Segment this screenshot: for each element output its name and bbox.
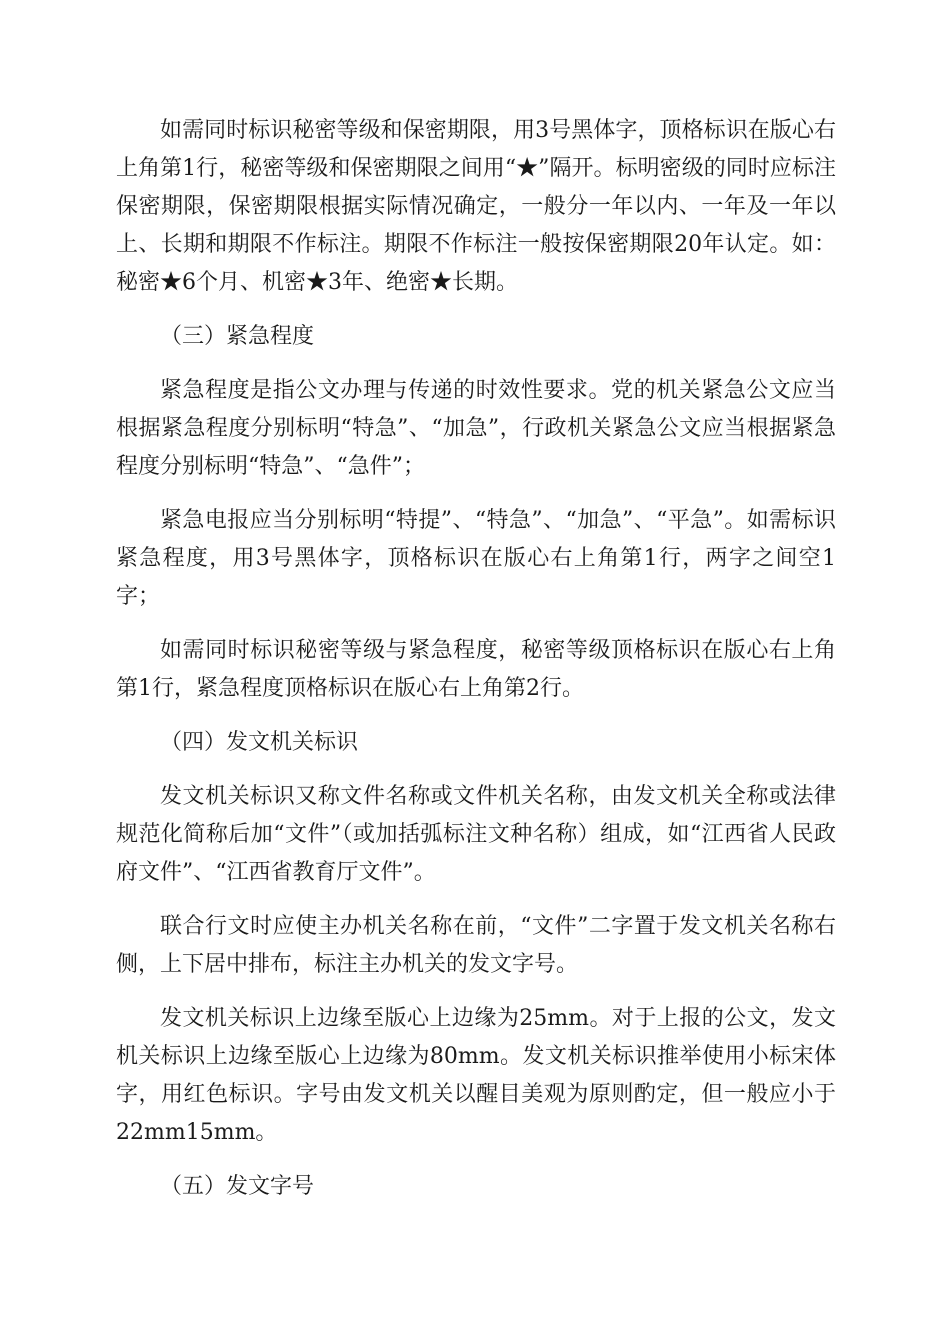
paragraph-joint-issuance: 联合行文时应使主办机关名称在前，“文件”二字置于发文机关名称右侧，上下居中排布，标注主办机关的发文字号。 <box>116 914 836 977</box>
paragraph-secret-level-and-period: 如需同时标识秘密等级和保密期限，用3号黑体字，顶格标识在版心右上角第1行，秘密等级和保密期限之间用“★”隔开。标明密级的同时应标注保密期限，保密期限根据实际情况确定，一般分一年以内、一年及一年以上、长期和期限不作标注。期限不作标注一般按保密期限20年认定。如：秘密★6个月、机密★3年、绝密★长期。 <box>116 118 836 295</box>
paragraph-issuer-mark-position: 发文机关标识上边缘至版心上边缘为25mm。对于上报的公文，发文机关标识上边缘至版心上边缘为80mm。发文机关标识推举使用小标宋体字，用红色标识。字号由发文机关以醒目美观为原则酌定，但一般应小于22mm15mm。 <box>116 1006 836 1145</box>
section-heading-issuer-mark: （四）发文机关标识 <box>160 730 359 755</box>
section-heading-urgency: （三）紧急程度 <box>160 324 315 349</box>
document-body <box>116 112 836 1222</box>
section-heading-document-number: （五）发文字号 <box>160 1174 315 1199</box>
paragraph-telegram-urgency: 紧急电报应当分别标明“特提”、“特急”、“加急”、“平急”。如需标识紧急程度，用3号黑体字，顶格标识在版心右上角第1行，两字之间空1字； <box>116 508 836 609</box>
paragraph-secret-and-urgency: 如需同时标识秘密等级与紧急程度，秘密等级顶格标识在版心右上角第1行，紧急程度顶格标识在版心右上角第2行。 <box>116 638 836 701</box>
paragraph-issuer-mark-definition: 发文机关标识又称文件名称或文件机关名称，由发文机关全称或法律规范化简称后加“文件”（或加括弧标注文种名称）组成，如“江西省人民政府文件”、“江西省教育厅文件”。 <box>116 784 836 885</box>
paragraph-urgency-definition: 紧急程度是指公文办理与传递的时效性要求。党的机关紧急公文应当根据紧急程度分别标明“特急”、“加急”，行政机关紧急公文应当根据紧急程度分别标明“特急”、“急件”； <box>116 378 836 479</box>
